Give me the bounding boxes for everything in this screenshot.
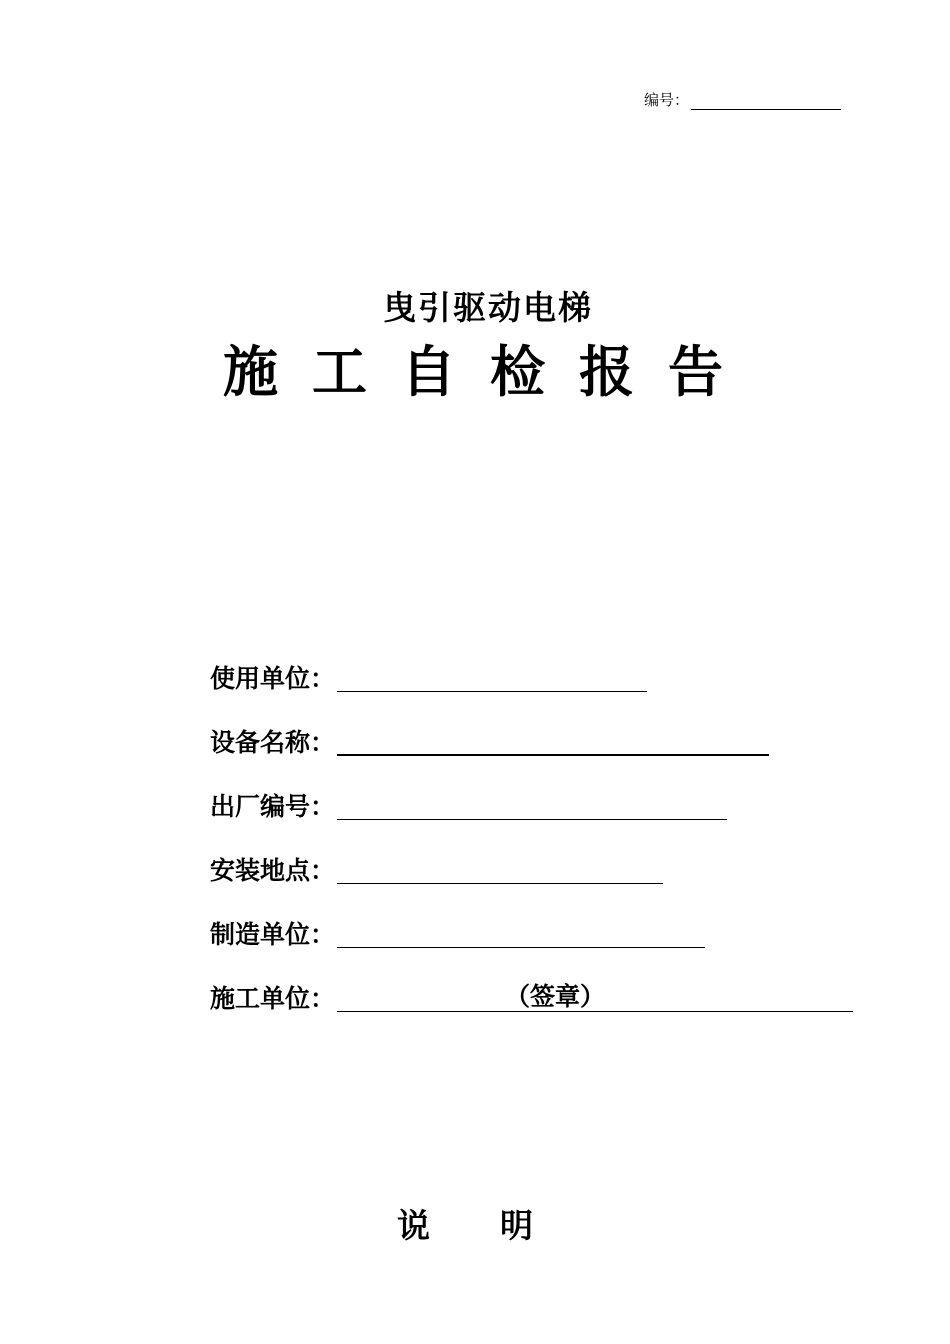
field-label: 安装地点：: [210, 856, 336, 885]
field-blank[interactable]: [337, 789, 727, 820]
field-label: 制造单位：: [210, 920, 336, 949]
document-number-blank[interactable]: [691, 92, 841, 110]
document-number-label: 编号：: [644, 91, 690, 109]
report-title: 施工自检报告: [222, 340, 757, 404]
field-label: 施工单位：: [210, 984, 336, 1013]
field-blank[interactable]: [337, 981, 853, 1012]
field-blank[interactable]: [337, 853, 663, 884]
field-blank[interactable]: [337, 661, 647, 692]
field-label: 使用单位：: [210, 664, 336, 693]
field-blank[interactable]: [337, 724, 769, 756]
field-factory-number: [210, 788, 727, 824]
field-blank[interactable]: [337, 917, 705, 948]
explanation-title: 说明: [397, 1206, 603, 1245]
document-number: [644, 90, 841, 110]
field-install-location: [210, 852, 663, 888]
seal-note: （签章）: [505, 982, 606, 1011]
field-label: 出厂编号：: [210, 792, 336, 821]
field-construction-unit: [210, 980, 853, 1016]
field-equipment-name: [210, 724, 769, 760]
report-subtitle: 曳引驱动电梯: [383, 288, 593, 327]
field-manufacturer: [210, 916, 705, 952]
field-label: 设备名称：: [210, 728, 336, 757]
field-user-unit: [210, 660, 647, 696]
